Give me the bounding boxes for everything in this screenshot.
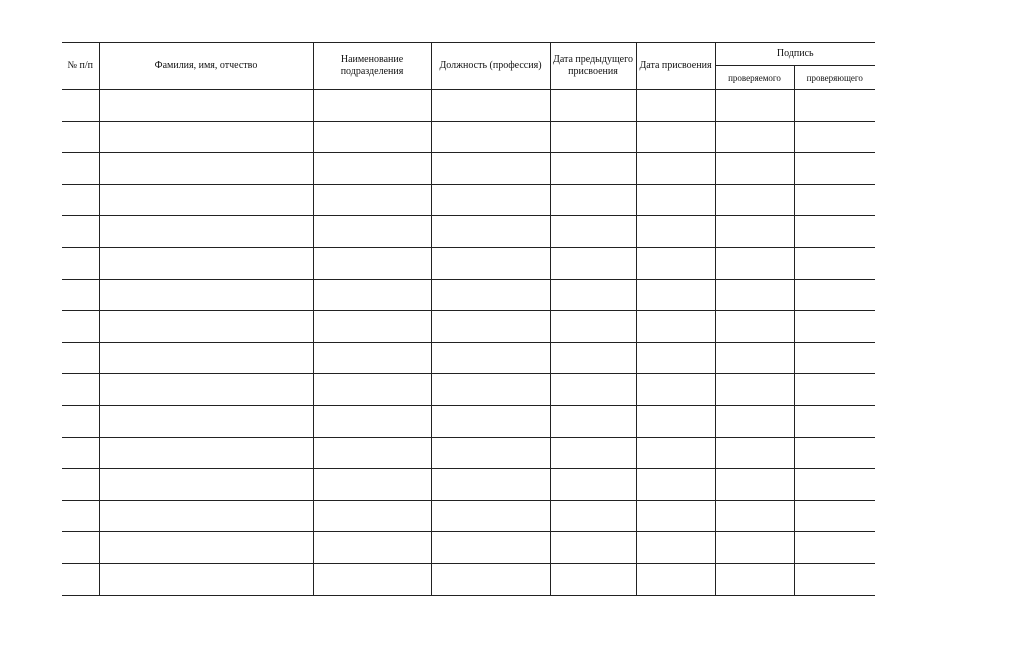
cell-department[interactable]	[313, 405, 431, 437]
cell-assignment-date[interactable]	[636, 153, 715, 185]
cell-signature-checked[interactable]	[715, 216, 794, 248]
table-row	[62, 532, 875, 564]
cell-assignment-date[interactable]	[636, 279, 715, 311]
cell-full-name[interactable]	[99, 90, 313, 122]
cell-number[interactable]	[62, 532, 99, 564]
cell-assignment-date[interactable]	[636, 121, 715, 153]
table-row	[62, 121, 875, 153]
table-row	[62, 247, 875, 279]
cell-signature-checked[interactable]	[715, 247, 794, 279]
header-signature-checker: проверяющего	[794, 66, 875, 90]
table-row	[62, 311, 875, 343]
cell-department[interactable]	[313, 500, 431, 532]
cell-signature-checker[interactable]	[794, 184, 875, 216]
journal-body	[62, 90, 875, 596]
cell-signature-checker[interactable]	[794, 90, 875, 122]
header-signature-checked: проверяемого	[715, 66, 794, 90]
cell-position[interactable]	[431, 184, 550, 216]
cell-department[interactable]	[313, 311, 431, 343]
cell-signature-checker[interactable]	[794, 469, 875, 501]
cell-position[interactable]	[431, 279, 550, 311]
header-signature: Подпись	[715, 43, 875, 66]
cell-number[interactable]	[62, 405, 99, 437]
cell-position[interactable]	[431, 153, 550, 185]
table-row	[62, 437, 875, 469]
header-full-name: Фамилия, имя, отчество	[99, 43, 313, 90]
cell-number[interactable]	[62, 311, 99, 343]
cell-signature-checked[interactable]	[715, 342, 794, 374]
cell-previous-date[interactable]	[550, 532, 636, 564]
cell-assignment-date[interactable]	[636, 437, 715, 469]
cell-signature-checker[interactable]	[794, 216, 875, 248]
cell-full-name[interactable]	[99, 247, 313, 279]
cell-full-name[interactable]	[99, 184, 313, 216]
cell-signature-checker[interactable]	[794, 437, 875, 469]
cell-assignment-date[interactable]	[636, 500, 715, 532]
cell-full-name[interactable]	[99, 563, 313, 595]
cell-position[interactable]	[431, 500, 550, 532]
cell-previous-date[interactable]	[550, 279, 636, 311]
table-row	[62, 279, 875, 311]
cell-signature-checked[interactable]	[715, 563, 794, 595]
cell-full-name[interactable]	[99, 469, 313, 501]
cell-position[interactable]	[431, 563, 550, 595]
cell-previous-date[interactable]	[550, 342, 636, 374]
header-number: № п/п	[62, 43, 99, 90]
cell-previous-date[interactable]	[550, 153, 636, 185]
cell-signature-checked[interactable]	[715, 90, 794, 122]
cell-department[interactable]	[313, 374, 431, 406]
cell-number[interactable]	[62, 247, 99, 279]
cell-signature-checked[interactable]	[715, 311, 794, 343]
cell-full-name[interactable]	[99, 500, 313, 532]
table-row	[62, 374, 875, 406]
cell-full-name[interactable]	[99, 342, 313, 374]
cell-position[interactable]	[431, 374, 550, 406]
cell-position[interactable]	[431, 247, 550, 279]
cell-number[interactable]	[62, 563, 99, 595]
cell-signature-checker[interactable]	[794, 121, 875, 153]
cell-position[interactable]	[431, 532, 550, 564]
cell-department[interactable]	[313, 342, 431, 374]
table-row	[62, 342, 875, 374]
cell-department[interactable]	[313, 469, 431, 501]
cell-position[interactable]	[431, 437, 550, 469]
cell-assignment-date[interactable]	[636, 374, 715, 406]
cell-full-name[interactable]	[99, 279, 313, 311]
cell-position[interactable]	[431, 405, 550, 437]
cell-department[interactable]	[313, 90, 431, 122]
cell-previous-date[interactable]	[550, 469, 636, 501]
cell-assignment-date[interactable]	[636, 216, 715, 248]
table-row	[62, 216, 875, 248]
header-assignment-date: Дата присвоения	[636, 43, 715, 90]
cell-signature-checked[interactable]	[715, 279, 794, 311]
cell-signature-checked[interactable]	[715, 121, 794, 153]
cell-position[interactable]	[431, 90, 550, 122]
cell-position[interactable]	[431, 311, 550, 343]
cell-number[interactable]	[62, 279, 99, 311]
cell-full-name[interactable]	[99, 216, 313, 248]
cell-department[interactable]	[313, 279, 431, 311]
cell-previous-date[interactable]	[550, 216, 636, 248]
cell-department[interactable]	[313, 153, 431, 185]
header-previous-date: Дата предыдущего присвоения	[550, 43, 636, 90]
cell-full-name[interactable]	[99, 121, 313, 153]
cell-number[interactable]	[62, 90, 99, 122]
cell-signature-checker[interactable]	[794, 279, 875, 311]
cell-department[interactable]	[313, 184, 431, 216]
cell-department[interactable]	[313, 247, 431, 279]
cell-signature-checked[interactable]	[715, 437, 794, 469]
cell-department[interactable]	[313, 532, 431, 564]
cell-number[interactable]	[62, 437, 99, 469]
cell-previous-date[interactable]	[550, 247, 636, 279]
cell-number[interactable]	[62, 374, 99, 406]
cell-signature-checker[interactable]	[794, 311, 875, 343]
cell-signature-checker[interactable]	[794, 153, 875, 185]
cell-full-name[interactable]	[99, 374, 313, 406]
cell-number[interactable]	[62, 469, 99, 501]
cell-department[interactable]	[313, 121, 431, 153]
table-row	[62, 500, 875, 532]
cell-signature-checked[interactable]	[715, 469, 794, 501]
cell-signature-checker[interactable]	[794, 532, 875, 564]
cell-signature-checked[interactable]	[715, 405, 794, 437]
cell-department[interactable]	[313, 563, 431, 595]
cell-signature-checker[interactable]	[794, 374, 875, 406]
header-position: Должность (профессия)	[431, 43, 550, 90]
cell-signature-checker[interactable]	[794, 563, 875, 595]
cell-previous-date[interactable]	[550, 311, 636, 343]
cell-full-name[interactable]	[99, 532, 313, 564]
cell-signature-checker[interactable]	[794, 500, 875, 532]
cell-signature-checked[interactable]	[715, 374, 794, 406]
journal-table	[62, 42, 875, 596]
cell-position[interactable]	[431, 469, 550, 501]
cell-full-name[interactable]	[99, 405, 313, 437]
cell-position[interactable]	[431, 342, 550, 374]
cell-number[interactable]	[62, 216, 99, 248]
cell-assignment-date[interactable]	[636, 563, 715, 595]
cell-full-name[interactable]	[99, 311, 313, 343]
cell-previous-date[interactable]	[550, 405, 636, 437]
cell-assignment-date[interactable]	[636, 342, 715, 374]
cell-number[interactable]	[62, 184, 99, 216]
cell-assignment-date[interactable]	[636, 532, 715, 564]
cell-signature-checked[interactable]	[715, 532, 794, 564]
cell-number[interactable]	[62, 121, 99, 153]
cell-number[interactable]	[62, 342, 99, 374]
cell-previous-date[interactable]	[550, 90, 636, 122]
cell-previous-date[interactable]	[550, 121, 636, 153]
cell-full-name[interactable]	[99, 437, 313, 469]
cell-assignment-date[interactable]	[636, 405, 715, 437]
cell-full-name[interactable]	[99, 153, 313, 185]
table-row	[62, 469, 875, 501]
cell-signature-checked[interactable]	[715, 184, 794, 216]
cell-previous-date[interactable]	[550, 374, 636, 406]
cell-assignment-date[interactable]	[636, 184, 715, 216]
cell-department[interactable]	[313, 437, 431, 469]
header-department: Наименование подразделения	[313, 43, 431, 90]
table-row	[62, 184, 875, 216]
table-row	[62, 563, 875, 595]
cell-position[interactable]	[431, 121, 550, 153]
cell-assignment-date[interactable]	[636, 247, 715, 279]
cell-signature-checked[interactable]	[715, 153, 794, 185]
table-row	[62, 90, 875, 122]
cell-signature-checker[interactable]	[794, 342, 875, 374]
cell-previous-date[interactable]	[550, 437, 636, 469]
journal-form	[62, 42, 875, 596]
table-row	[62, 405, 875, 437]
cell-signature-checker[interactable]	[794, 247, 875, 279]
cell-department[interactable]	[313, 216, 431, 248]
cell-signature-checked[interactable]	[715, 500, 794, 532]
cell-previous-date[interactable]	[550, 500, 636, 532]
cell-position[interactable]	[431, 216, 550, 248]
table-row	[62, 153, 875, 185]
cell-previous-date[interactable]	[550, 563, 636, 595]
cell-number[interactable]	[62, 153, 99, 185]
cell-number[interactable]	[62, 500, 99, 532]
cell-previous-date[interactable]	[550, 184, 636, 216]
cell-assignment-date[interactable]	[636, 90, 715, 122]
cell-assignment-date[interactable]	[636, 469, 715, 501]
cell-assignment-date[interactable]	[636, 311, 715, 343]
cell-signature-checker[interactable]	[794, 405, 875, 437]
